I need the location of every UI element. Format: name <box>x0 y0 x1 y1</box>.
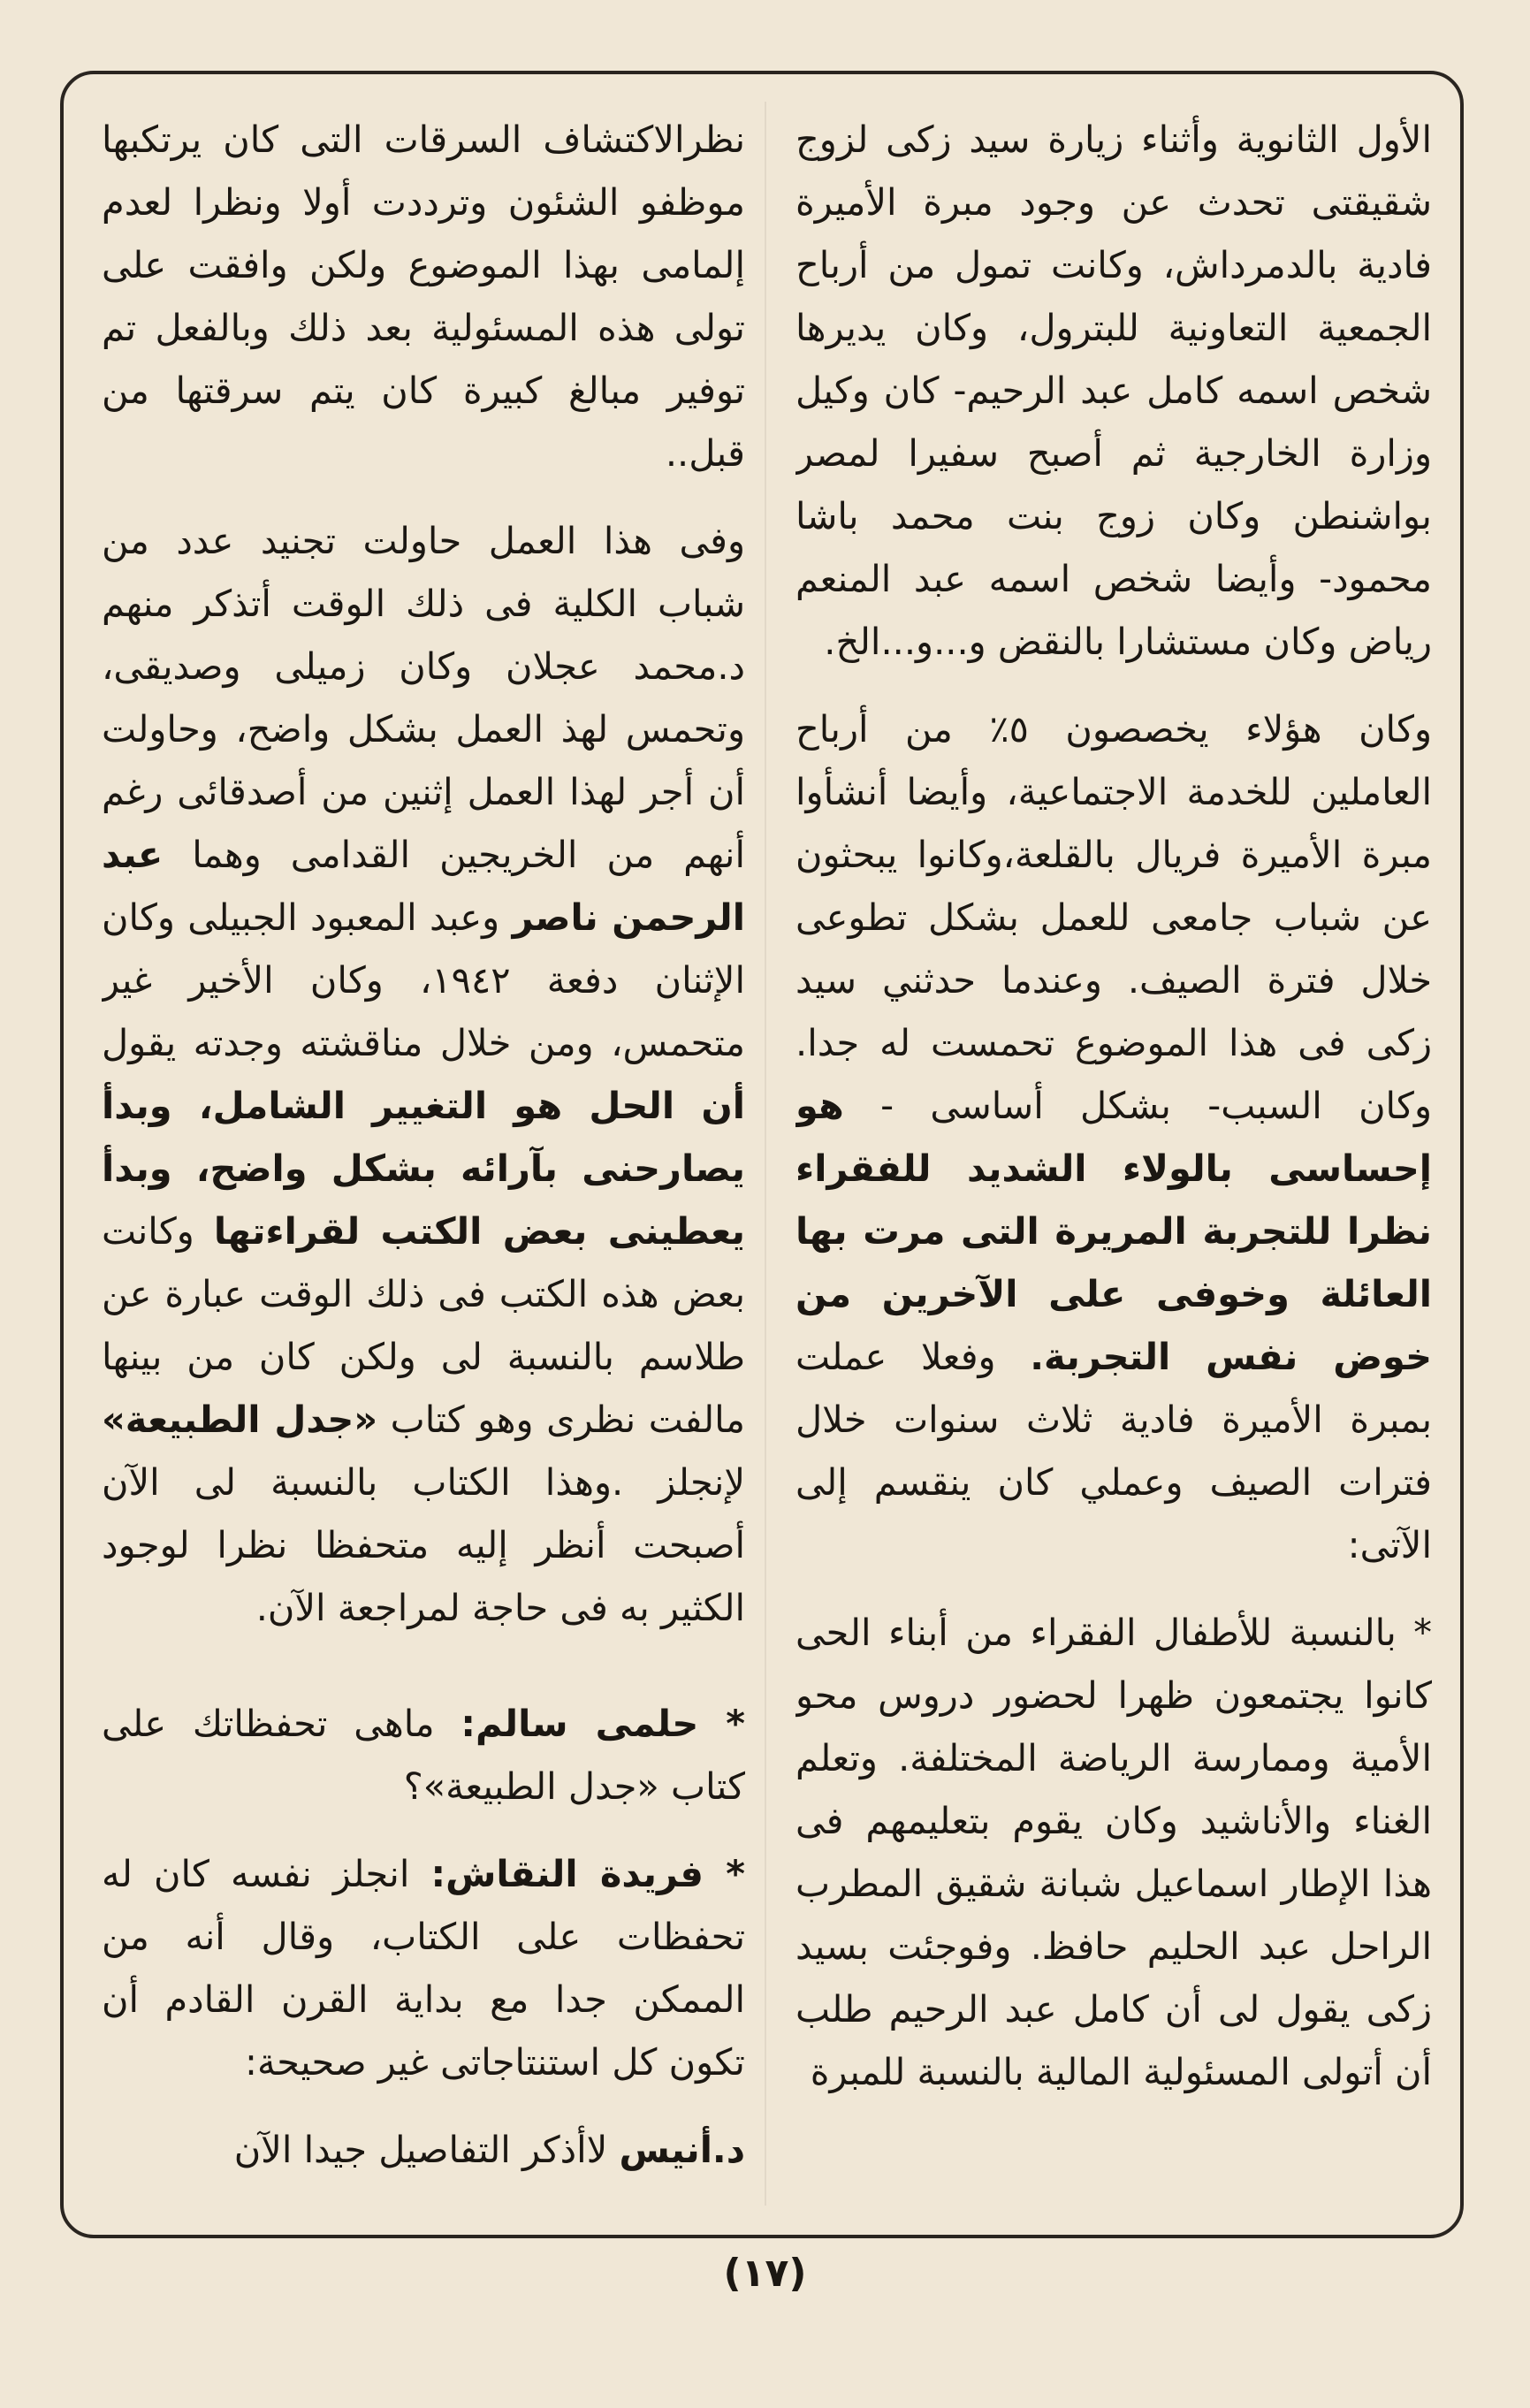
right-paragraph-1 <box>795 108 1432 673</box>
left-paragraph-2-bold-names: عبد الرحمن ناصر <box>102 833 745 939</box>
left-paragraph-1 <box>102 108 745 484</box>
left-paragraph-1-text: نظرالاكتشاف السرقات التى كان يرتكبها موظفو الشئون وترددت أولا ونظرا لعدم إلمامى بهذا الموضوع ولكن وافقت على تولى هذه المسئولية بعد ذلك وبالفعل تم توفير مبالغ كبيرة كان يتم سرقتها من قبل.. <box>102 118 745 475</box>
left-paragraph-2 <box>102 509 745 1639</box>
right-paragraph-2-regular: وكان هؤلاء يخصصون ٥٪ من أرباح العاملين للخدمة الاجتماعية، وأيضا أنشأوا مبرة الأميرة فريال بالقلعة،وكانوا يبحثون عن شباب جامعى للعمل بشكل تطوعى خلال فترة الصيف. وعندما حدثني سيد زكى فى هذا الموضوع تحمست له جدا. وكان السبب- بشكل أساسى - <box>795 707 1432 1127</box>
answer-text: انجلز نفسه كان له تحفظات على الكتاب، وقال أنه من الممكن جدا مع بداية القرن القادم أن تكون كل استنتاجاتى غير صحيحة: <box>102 1852 745 2084</box>
left-paragraph-2-middle: وعبد المعبود الجبيلى وكان الإثنان دفعة ١٩٤٢، وكان الأخير غير متحمس، ومن خلال مناقشته وجدته يقول <box>102 895 745 1064</box>
question-text: ماهى تحفظاتك على كتاب «جدل الطبيعة»؟ <box>102 1702 745 1808</box>
answer-2-text: لاأذكر التفاصيل جيدا الآن <box>233 2128 608 2171</box>
right-paragraph-3 <box>795 1601 1432 2103</box>
answer-paragraph <box>102 1842 745 2093</box>
right-paragraph-2 <box>795 697 1432 1576</box>
right-text-column <box>795 108 1432 2212</box>
answer-paragraph-2 <box>102 2118 745 2181</box>
left-paragraph-2-tail: لإنجلز .وهذا الكتاب بالنسبة لى الآن أصبحت أنظر إليه متحفظا نظرا لوجود الكثير به فى حاجة لمراجعة الآن. <box>102 1460 745 1629</box>
page-number-text: (١٧) <box>723 2251 807 2296</box>
left-text-column <box>102 108 745 2212</box>
answer-2-speaker: د.أنيس <box>619 2128 745 2171</box>
question-speaker: * حلمى سالم: <box>461 1702 745 1745</box>
column-divider <box>765 102 766 2206</box>
question-paragraph <box>102 1692 745 1817</box>
right-paragraph-2-end: وفعلا عملت بمبرة الأميرة فادية ثلاث سنوات خلال فترات الصيف وعملي كان ينقسم إلى الآتى: <box>795 1335 1432 1566</box>
left-paragraph-2-end: وكانت بعض هذه الكتب فى ذلك الوقت عبارة عن طلاسم بالنسبة لى ولكن كان من بينها مالفت نظرى وهو كتاب <box>102 1209 745 1441</box>
page-number <box>0 2247 1530 2300</box>
right-paragraph-2-bold: هو إحساسى بالولاء الشديد للفقراء نظرا للتجربة المريرة التى مرت بها العائلة وخوفى على الآخرين من خوض نفس التجربة. <box>795 1084 1432 1378</box>
left-paragraph-2-regular: وفى هذا العمل حاولت تجنيد عدد من شباب الكلية فى ذلك الوقت أتذكر منهم د.محمد عجلان وكان زميلى وصديقى، وتحمس لهذ العمل بشكل واضح، وحاولت أن أجر لهذا العمل إثنين من أصدقائى رغم أنهم من الخريجين القدامى وهما <box>102 519 745 876</box>
left-paragraph-2-bold-book: «جدل الطبيعة» <box>102 1398 378 1441</box>
right-paragraph-3-text: * بالنسبة للأطفال الفقراء من أبناء الحى كانوا يجتمعون ظهرا لحضور دروس محو الأمية وممارسة الرياضة المختلفة. وتعلم الغناء والأناشيد وكان يقوم بتعليمهم فى هذا الإطار اسماعيل شبانة شقيق المطرب الراحل عبد الحليم حافظ. وفوجئت بسيد زكى يقول لى أن كامل عبد الرحيم طلب أن أتولى المسئولية المالية بالنسبة للمبرة <box>795 1611 1432 2093</box>
left-paragraph-2-bold-quote: أن الحل هو التغيير الشامل، وبدأ يصارحنى بآرائه بشكل واضح، وبدأ يعطينى بعض الكتب لقراءتها <box>102 1084 745 1253</box>
answer-speaker: * فريدة النقاش: <box>430 1852 745 1895</box>
right-paragraph-1-text: الأول الثانوية وأثناء زيارة سيد زكى لزوج شقيقتى تحدث عن وجود مبرة الأميرة فادية بالدمرداش، وكانت تمول من أرباح الجمعية التعاونية للبترول، وكان يديرها شخص اسمه كامل عبد الرحيم- كان وكيل وزارة الخارجية ثم أصبح سفيرا لمصر بواشنطن وكان زوج بنت محمد باشا محمود- وأيضا شخص اسمه عبد المنعم رياض وكان مستشارا بالنقض و...و...الخ. <box>795 118 1432 663</box>
